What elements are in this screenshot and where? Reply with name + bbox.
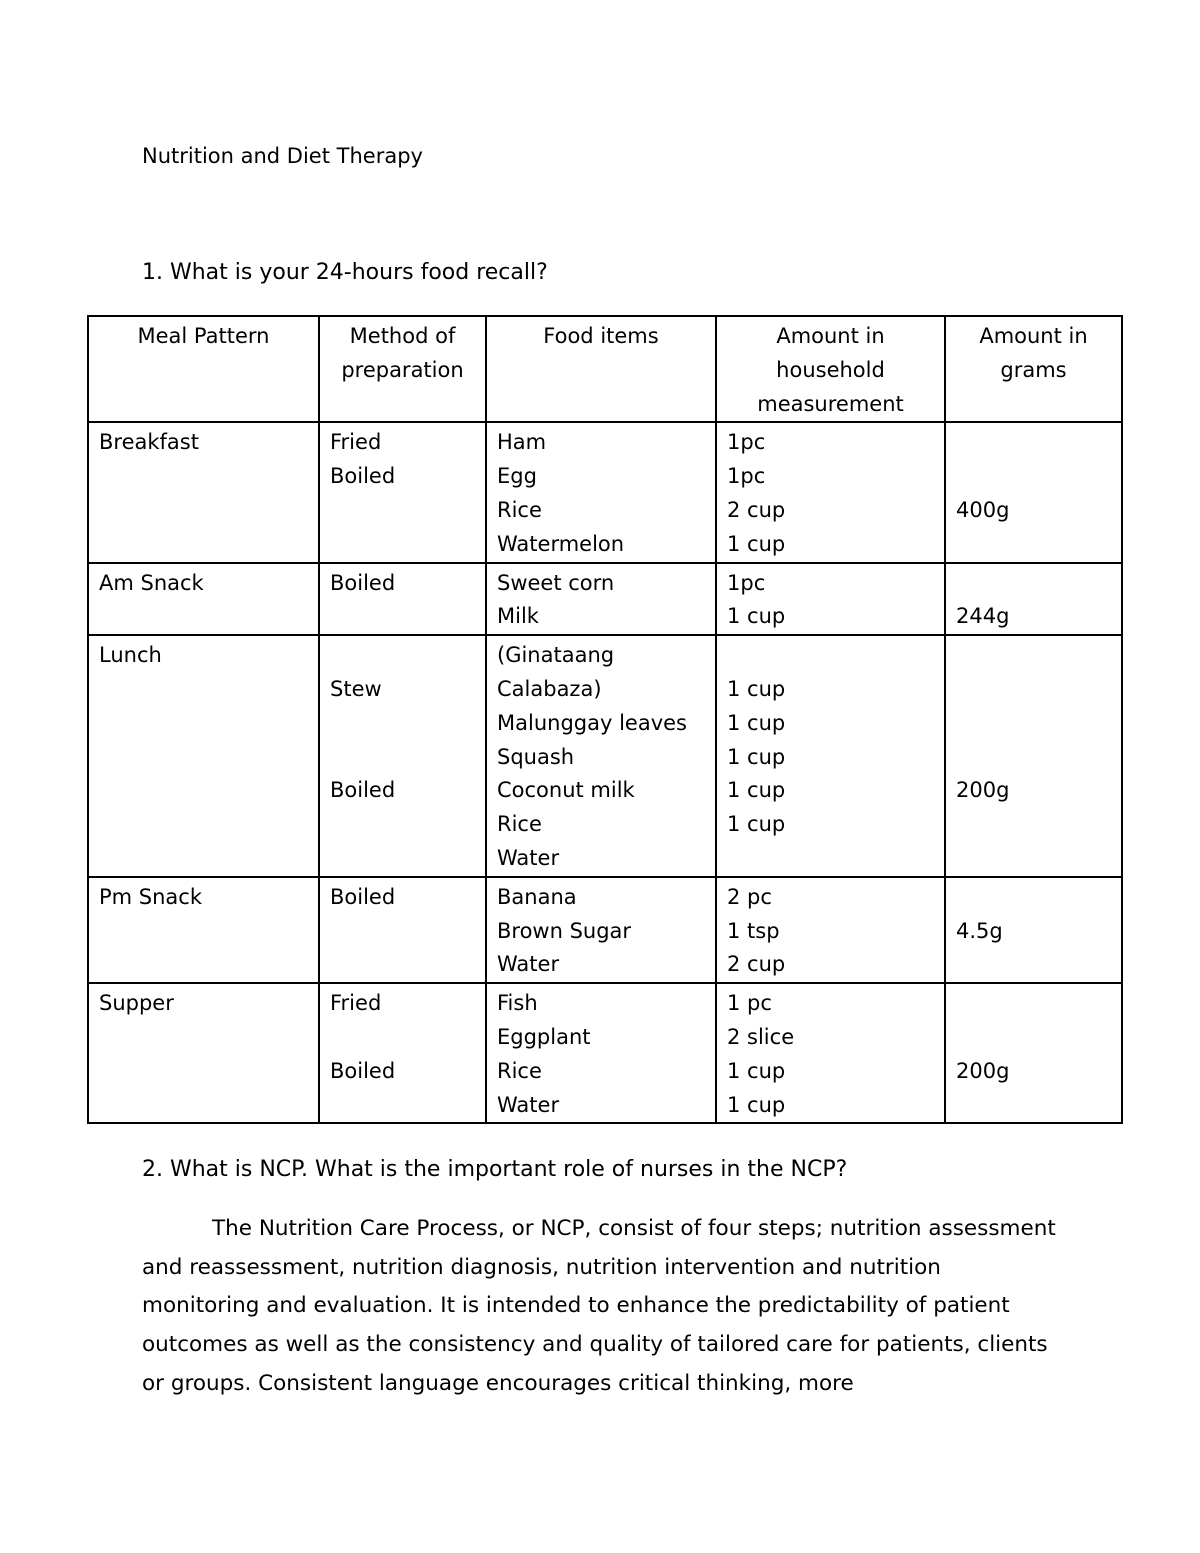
household-cell: [716, 635, 945, 877]
grams-cell-line: 200g: [956, 778, 1010, 803]
household-cell-line: 2 cup: [727, 952, 786, 977]
household-cell-line: 1 cup: [727, 778, 786, 803]
grams-cell-line: [956, 460, 1111, 494]
food-cell-line: Coconut milk: [497, 778, 635, 803]
food-cell-line: Egg: [497, 464, 537, 489]
household-cell: [716, 877, 945, 983]
table-header-row: [88, 316, 1122, 422]
table-row: [88, 563, 1122, 636]
food-cell-line: Brown Sugar: [497, 918, 632, 943]
food-cell-line: (Ginataang: [497, 643, 615, 668]
food-cell-line: Malunggay leaves: [497, 710, 687, 735]
grams-cell-line: [956, 567, 1111, 601]
method-cell: [319, 563, 486, 636]
method-cell-line: Boiled: [330, 570, 396, 595]
food-cell: [486, 422, 716, 562]
method-cell-line: [330, 639, 475, 673]
grams-cell-line: 244g: [956, 604, 1010, 629]
method-cell-line: Fried: [330, 430, 382, 455]
food-cell-line: Rice: [497, 497, 542, 522]
method-cell-line: [330, 948, 475, 982]
food-cell-line: Ham: [497, 430, 547, 455]
meal-cell-line: Pm Snack: [99, 884, 203, 909]
header-line: Method of: [349, 324, 456, 348]
food-cell: [486, 563, 716, 636]
food-cell: [486, 983, 716, 1123]
food-cell-line: Rice: [497, 812, 542, 837]
food-cell-line: Watermelon: [497, 531, 625, 556]
household-cell-line: 1 cup: [727, 531, 786, 556]
food-cell: [486, 635, 716, 877]
household-cell-line: 1pc: [727, 570, 766, 595]
meal-cell: [88, 422, 319, 562]
household-cell-line: 1 pc: [727, 991, 772, 1016]
food-cell-line: Banana: [497, 884, 577, 909]
grams-cell-line: 200g: [956, 1058, 1010, 1083]
method-cell-line: [330, 741, 475, 775]
grams-cell-line: [956, 528, 1111, 562]
method-cell-line: Fried: [330, 991, 382, 1016]
method-cell-line: [330, 1021, 475, 1055]
grams-cell-line: 4.5g: [956, 918, 1003, 943]
grams-cell-line: [956, 987, 1111, 1021]
meal-cell: [88, 877, 319, 983]
grams-cell-line: [956, 948, 1111, 982]
method-cell-line: Boiled: [330, 884, 396, 909]
meal-cell-line: [99, 1021, 308, 1055]
meal-cell-line: [99, 915, 308, 949]
meal-cell-line: [99, 774, 308, 808]
method-cell-line: [330, 842, 475, 876]
meal-cell-line: [99, 673, 308, 707]
header-food-items: [486, 316, 716, 422]
household-cell-line: 1 tsp: [727, 918, 780, 943]
food-cell-line: Water: [497, 845, 560, 870]
meal-cell-line: [99, 948, 308, 982]
method-cell-line: [330, 1089, 475, 1123]
grams-cell-line: [956, 808, 1111, 842]
header-meal-pattern: [88, 316, 319, 422]
method-cell-line: Boiled: [330, 778, 396, 803]
meal-cell-line: [99, 460, 308, 494]
meal-cell-line: Breakfast: [99, 430, 199, 455]
meal-cell-line: [99, 528, 308, 562]
meal-cell-line: [99, 741, 308, 775]
header-line: Food items: [543, 324, 659, 348]
question-2: 2. What is NCP. What is the important role of nurses in the NCP?: [142, 1157, 848, 1182]
method-cell-line: Stew: [330, 676, 382, 701]
meal-cell-line: Supper: [99, 991, 174, 1016]
household-cell: [716, 983, 945, 1123]
household-cell-line: 2 cup: [727, 497, 786, 522]
food-recall-table: [87, 315, 1123, 1124]
method-cell-line: [330, 494, 475, 528]
grams-cell-line: [956, 1021, 1111, 1055]
household-cell: [716, 563, 945, 636]
header-grams-amount: [945, 316, 1122, 422]
header-line: Meal Pattern: [137, 324, 270, 348]
household-cell-line: 1 cup: [727, 604, 786, 629]
meal-cell-line: [99, 842, 308, 876]
table-row: [88, 877, 1122, 983]
grams-cell-line: [956, 673, 1111, 707]
meal-cell-line: Am Snack: [99, 570, 204, 595]
method-cell-line: [330, 528, 475, 562]
question-1: 1. What is your 24-hours food recall?: [142, 260, 548, 285]
header-line: Amount in: [776, 324, 885, 348]
grams-cell: [945, 983, 1122, 1123]
method-cell-line: [330, 707, 475, 741]
food-cell-line: Water: [497, 1092, 560, 1117]
household-cell-line: 1 cup: [727, 812, 786, 837]
method-cell: [319, 983, 486, 1123]
header-line: measurement: [757, 391, 904, 416]
method-cell-line: [330, 808, 475, 842]
grams-cell-line: [956, 639, 1111, 673]
grams-cell-line: [956, 1089, 1111, 1123]
household-cell: [716, 422, 945, 562]
grams-cell-line: [956, 741, 1111, 775]
meal-cell: [88, 563, 319, 636]
header-household-amount: [716, 316, 945, 422]
document-title: Nutrition and Diet Therapy: [142, 144, 423, 168]
meal-cell-line: Lunch: [99, 643, 162, 668]
household-cell-line: [727, 842, 934, 876]
household-cell-line: 1 cup: [727, 710, 786, 735]
meal-cell: [88, 983, 319, 1123]
method-cell-line: [330, 915, 475, 949]
food-cell-line: Calabaza): [497, 676, 602, 701]
household-cell-line: 1 cup: [727, 676, 786, 701]
meal-cell-line: [99, 707, 308, 741]
household-cell-line: 1pc: [727, 430, 766, 455]
answer-paragraph: The Nutrition Care Process, or NCP, consist of four steps; nutrition assessment and reassessment, nutrition diagnosis, nutrition intervention and nutrition monitoring and evaluation. It is intended to enhance the predictability of patient outcomes as well as the consistency and quality of tailored care for patients, clients or groups. Consistent language encourages critical thinking, more: [142, 1216, 1056, 1396]
grams-cell-line: [956, 426, 1111, 460]
household-cell-line: 1 cup: [727, 744, 786, 769]
food-cell-line: Water: [497, 952, 560, 977]
food-cell-line: Rice: [497, 1058, 542, 1083]
grams-cell-line: [956, 707, 1111, 741]
meal-cell-line: [99, 600, 308, 634]
table-row: [88, 422, 1122, 562]
header-method: [319, 316, 486, 422]
household-cell-line: 1 cup: [727, 1058, 786, 1083]
grams-cell-line: [956, 881, 1111, 915]
grams-cell-line: [956, 842, 1111, 876]
grams-cell-line: 400g: [956, 497, 1010, 522]
household-cell-line: 2 slice: [727, 1024, 795, 1049]
food-cell: [486, 877, 716, 983]
food-cell-line: Eggplant: [497, 1024, 591, 1049]
table-row: [88, 635, 1122, 877]
method-cell: [319, 877, 486, 983]
header-line: household: [776, 357, 885, 382]
household-cell-line: 1 cup: [727, 1092, 786, 1117]
header-line: preparation: [341, 357, 464, 382]
header-line: grams: [1000, 357, 1067, 382]
method-cell-line: Boiled: [330, 1058, 396, 1083]
meal-cell-line: [99, 1055, 308, 1089]
meal-cell: [88, 635, 319, 877]
grams-cell: [945, 877, 1122, 983]
household-cell-line: 1pc: [727, 464, 766, 489]
method-cell: [319, 422, 486, 562]
method-cell-line: Boiled: [330, 464, 396, 489]
food-cell-line: Sweet corn: [497, 570, 615, 595]
household-cell-line: [727, 639, 934, 673]
meal-cell-line: [99, 494, 308, 528]
grams-cell: [945, 635, 1122, 877]
method-cell-line: [330, 600, 475, 634]
food-cell-line: Squash: [497, 744, 575, 769]
household-cell-line: 2 pc: [727, 884, 772, 909]
meal-cell-line: [99, 808, 308, 842]
food-cell-line: Fish: [497, 991, 538, 1016]
grams-cell: [945, 563, 1122, 636]
table-row: [88, 983, 1122, 1123]
grams-cell: [945, 422, 1122, 562]
header-line: Amount in: [979, 324, 1088, 348]
meal-cell-line: [99, 1089, 308, 1123]
food-cell-line: Milk: [497, 604, 539, 629]
method-cell: [319, 635, 486, 877]
